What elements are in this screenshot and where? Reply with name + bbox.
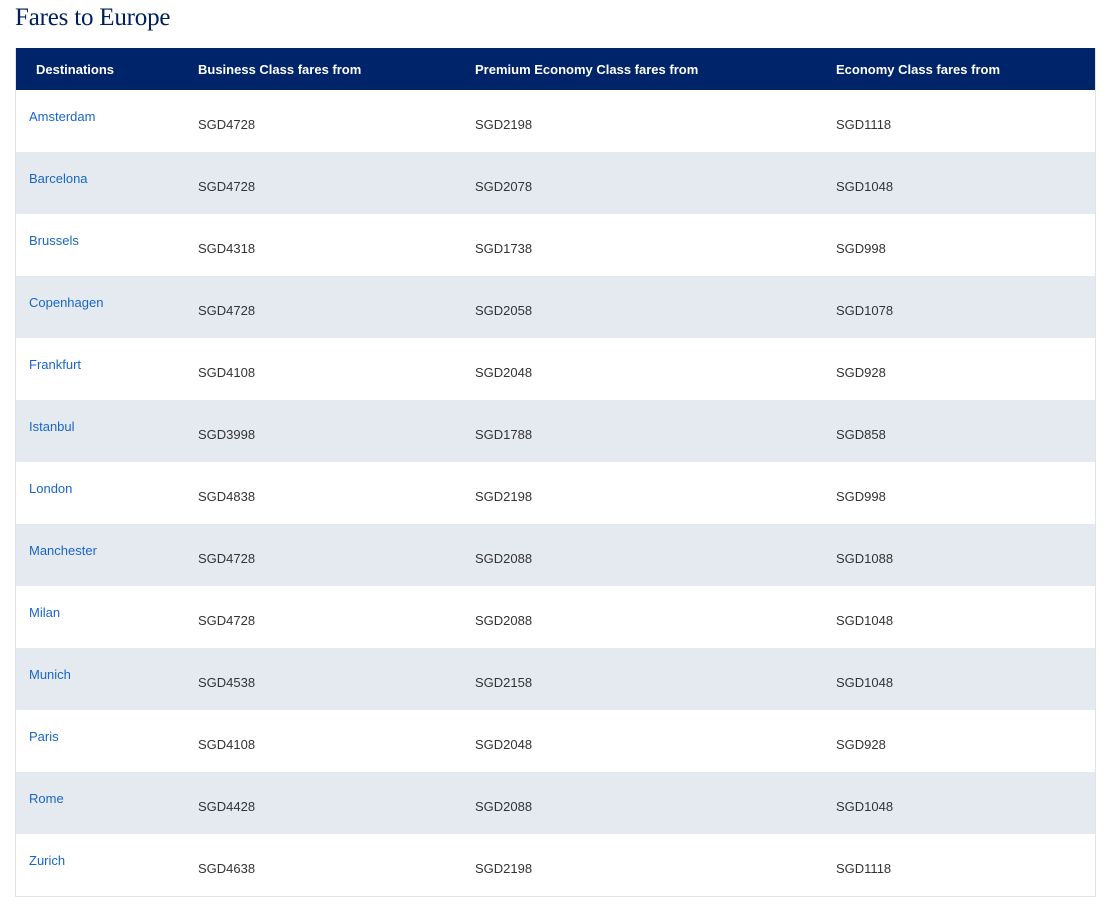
- destination-link[interactable]: Frankfurt: [29, 357, 82, 372]
- table-row: [16, 834, 1095, 896]
- business-fare-cell: SGD4728: [198, 551, 256, 566]
- business-fare-cell: SGD4728: [198, 613, 256, 628]
- economy-fare-cell: SGD1048: [836, 613, 894, 628]
- table-row: [16, 152, 1095, 214]
- header-business-class: Business Class fares from: [198, 61, 362, 77]
- premium-economy-fare-cell: SGD1788: [475, 427, 533, 442]
- destination-link[interactable]: Rome: [29, 791, 64, 806]
- business-fare-cell: SGD4108: [198, 737, 256, 752]
- destination-link[interactable]: London: [29, 481, 73, 496]
- table-row: [16, 276, 1095, 338]
- destination-cell: [16, 462, 197, 524]
- destination-cell: [16, 276, 197, 338]
- business-fare-cell: SGD3998: [198, 427, 256, 442]
- destination-cell: [16, 586, 197, 648]
- destination-cell: [16, 400, 197, 462]
- destination-cell: [16, 710, 197, 772]
- destination-cell: [16, 772, 197, 834]
- premium-economy-fare-cell: SGD2088: [475, 613, 533, 628]
- destination-link[interactable]: Amsterdam: [29, 109, 96, 124]
- premium-economy-fare-cell: SGD2058: [475, 303, 533, 318]
- header-premium-economy-class: Premium Economy Class fares from: [475, 61, 699, 77]
- table-row: [16, 400, 1095, 462]
- header-destinations: Destinations: [36, 61, 115, 77]
- header-economy-class: Economy Class fares from: [836, 61, 1001, 77]
- economy-fare-cell: SGD1048: [836, 179, 894, 194]
- table-row: [16, 586, 1095, 648]
- destination-cell: [16, 152, 197, 214]
- table-row: [16, 90, 1095, 152]
- page-title: Fares to Europe: [15, 4, 171, 31]
- destination-cell: [16, 648, 197, 710]
- destination-link[interactable]: Barcelona: [29, 171, 88, 186]
- business-fare-cell: SGD4108: [198, 365, 256, 380]
- premium-economy-fare-cell: SGD2078: [475, 179, 533, 194]
- premium-economy-fare-cell: SGD2048: [475, 365, 533, 380]
- business-fare-cell: SGD4318: [198, 241, 256, 256]
- destination-cell: [16, 338, 197, 400]
- table-row: [16, 710, 1095, 772]
- economy-fare-cell: SGD1088: [836, 551, 894, 566]
- business-fare-cell: SGD4728: [198, 179, 256, 194]
- premium-economy-fare-cell: SGD1738: [475, 241, 533, 256]
- destination-cell: [16, 90, 197, 152]
- table-row: [16, 338, 1095, 400]
- destination-link[interactable]: Manchester: [29, 543, 97, 558]
- business-fare-cell: SGD4538: [198, 675, 256, 690]
- destination-link[interactable]: Istanbul: [29, 419, 75, 434]
- premium-economy-fare-cell: SGD2088: [475, 799, 533, 814]
- table-body: [16, 90, 1095, 896]
- table-row: [16, 214, 1095, 276]
- economy-fare-cell: SGD1078: [836, 303, 894, 318]
- business-fare-cell: SGD4428: [198, 799, 256, 814]
- table-row: [16, 772, 1095, 834]
- destination-link[interactable]: Zurich: [29, 853, 66, 868]
- economy-fare-cell: SGD1048: [836, 799, 894, 814]
- economy-fare-cell: SGD998: [836, 489, 886, 504]
- destination-cell: [16, 214, 197, 276]
- business-fare-cell: SGD4838: [198, 489, 256, 504]
- premium-economy-fare-cell: SGD2198: [475, 117, 533, 132]
- premium-economy-fare-cell: SGD2158: [475, 675, 533, 690]
- destination-link[interactable]: Milan: [29, 605, 61, 620]
- premium-economy-fare-cell: SGD2088: [475, 551, 533, 566]
- fares-table: [15, 48, 1096, 897]
- destination-link[interactable]: Munich: [29, 667, 71, 682]
- premium-economy-fare-cell: SGD2198: [475, 861, 533, 876]
- destination-cell: [16, 524, 197, 586]
- table-row: [16, 648, 1095, 710]
- economy-fare-cell: SGD858: [836, 427, 886, 442]
- table-row: [16, 462, 1095, 524]
- table-row: [16, 524, 1095, 586]
- destination-cell: [16, 834, 197, 896]
- economy-fare-cell: SGD928: [836, 365, 886, 380]
- business-fare-cell: SGD4728: [198, 303, 256, 318]
- economy-fare-cell: SGD1118: [836, 117, 892, 132]
- premium-economy-fare-cell: SGD2048: [475, 737, 533, 752]
- premium-economy-fare-cell: SGD2198: [475, 489, 533, 504]
- economy-fare-cell: SGD1048: [836, 675, 894, 690]
- economy-fare-cell: SGD1118: [836, 861, 892, 876]
- economy-fare-cell: SGD998: [836, 241, 886, 256]
- business-fare-cell: SGD4638: [198, 861, 256, 876]
- destination-link[interactable]: Copenhagen: [29, 295, 104, 310]
- destination-link[interactable]: Brussels: [29, 233, 79, 248]
- economy-fare-cell: SGD928: [836, 737, 886, 752]
- destination-link[interactable]: Paris: [29, 729, 59, 744]
- table-header: [16, 48, 1095, 90]
- business-fare-cell: SGD4728: [198, 117, 256, 132]
